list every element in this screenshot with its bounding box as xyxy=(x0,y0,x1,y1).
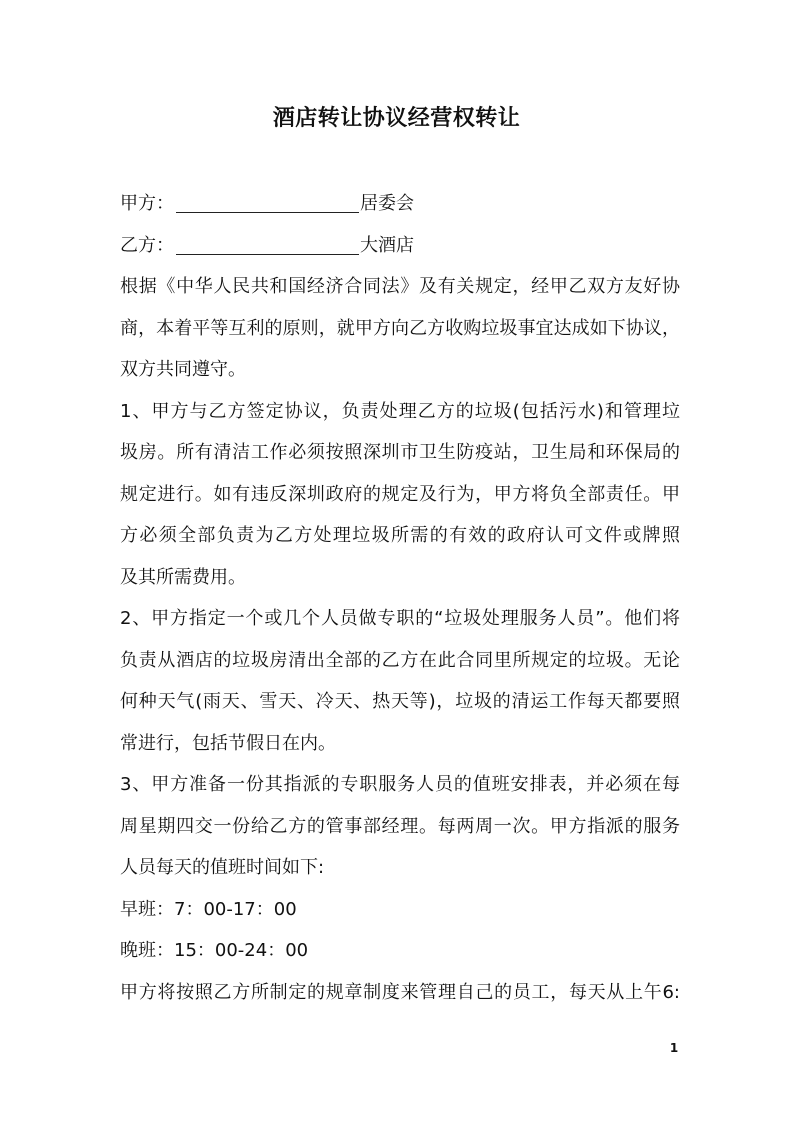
body-line: 早班：7：00-17：00 xyxy=(120,898,297,920)
body-line: 双方共同遵守。 xyxy=(120,359,246,380)
body-line: 人员每天的值班时间如下: xyxy=(120,857,325,878)
party-b-label: 乙方： xyxy=(120,234,174,256)
party-b-line xyxy=(120,225,680,267)
body-line: 商，本着平等互利的原则，就甲方向乙方收购垃圾事宜达成如下协议， xyxy=(120,317,680,339)
page-number: 1 xyxy=(669,1041,679,1055)
body-line: 3、甲方准备一份其指派的专职服务人员的值班安排表，并必须在每 xyxy=(120,774,680,795)
body-line: 2、甲方指定一个或几个人员做专职的“垃圾处理服务人员”。他们将 xyxy=(120,608,680,629)
body-line: 方必须全部负责为乙方处理垃圾所需的有效的政府认可文件或牌照 xyxy=(120,525,680,546)
body-line: 常进行，包括节假日在内。 xyxy=(120,732,336,754)
party-a-label: 甲方： xyxy=(120,193,174,214)
party-b-blank xyxy=(176,234,359,255)
party-b-suffix: 大酒店 xyxy=(360,234,414,256)
document-body xyxy=(120,183,680,1013)
body-line: 甲方将按照乙方所制定的规章制度来管理自己的员工，每天从上午6: xyxy=(120,981,680,1003)
body-line: 规定进行。如有违反深圳政府的规定及行为，甲方将负全部责任。甲 xyxy=(120,483,680,505)
document-title: 酒店转让协议经营权转让 xyxy=(272,106,521,131)
body-line: 负责从酒店的垃圾房清出全部的乙方在此合同里所规定的垃圾。无论 xyxy=(120,649,680,671)
party-a-blank xyxy=(176,192,359,213)
body-line: 晚班：15：00-24：00 xyxy=(120,940,309,961)
body-line: 何种天气(雨天、雪天、冷天、热天等)，垃圾的清运工作每天都要照 xyxy=(120,691,680,712)
body-line: 根据《中华人民共和国经济合同法》及有关规定，经甲乙双方友好协 xyxy=(120,276,680,297)
body-line: 圾房。所有清洁工作必须按照深圳市卫生防疫站，卫生局和环保局的 xyxy=(120,442,680,463)
body-line: 周星期四交一份给乙方的管事部经理。每两周一次。甲方指派的服务 xyxy=(120,815,680,837)
party-a-suffix: 居委会 xyxy=(360,193,414,214)
body-line: 及其所需费用。 xyxy=(120,566,246,588)
body-line: 1、甲方与乙方签定协议，负责处理乙方的垃圾(包括污水)和管理垃 xyxy=(120,400,680,422)
party-a-line xyxy=(120,183,680,225)
